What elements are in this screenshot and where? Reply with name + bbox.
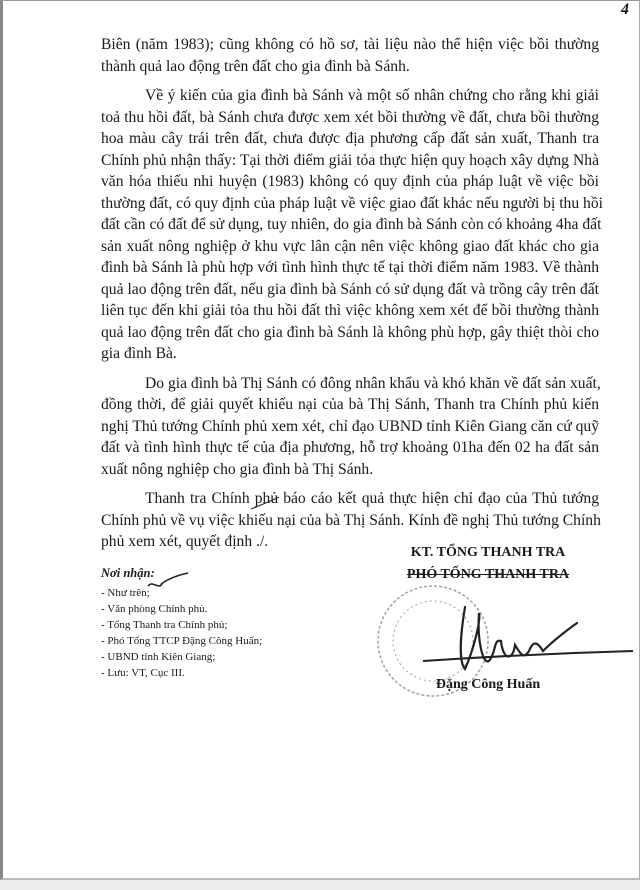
text-line: xuất nông nghiệp cho gia đình bà Thị Sánh. — [101, 460, 374, 478]
recipient-item: - Như trên; — [101, 587, 150, 599]
signer-name: Đặng Công Huấn — [435, 677, 541, 692]
text-line: nghị Thủ tướng Chính phủ xem xét, chỉ đạo UBND tỉnh Kiên Giang căn cứ quỹ — [101, 417, 599, 435]
text-line: đất và tình hình thực tế của địa phương, hỗ trợ khoảng 01ha đến 02 ha đất sản — [101, 439, 599, 456]
text-line: Về ý kiến của gia đình bà Sánh và một số nhân chứng cho rằng khi giải — [145, 87, 599, 104]
text-line: phủ xem xét, quyết định ./. — [101, 533, 269, 550]
text-line: thường đất, có quy định của pháp luật về việc giao đất khác nếu người bị thu hồi — [101, 194, 603, 212]
recipients-title: Nơi nhận: — [101, 566, 155, 580]
text-line: văn hóa thiếu nhi huyện (1983) không có quy định của pháp luật về việc bồi — [101, 173, 599, 190]
text-line: quả lao động trên đất cho gia đình bà Sánh là không phù hợp, gây thiệt thòi cho — [101, 323, 599, 341]
text-line: Do gia đình bà Thị Sánh có đông nhân khẩu và khó khăn về đất sản xuất, — [145, 374, 601, 392]
recipient-item: - Tổng Thanh tra Chính phủ; — [101, 619, 228, 631]
closing-mark — [251, 497, 279, 509]
recipient-item: - UBND tỉnh Kiên Giang; — [101, 651, 216, 663]
signer-title-1: KT. TỔNG THANH TRA — [410, 545, 566, 560]
text-line: quả lao động trên đất, nếu gia đình bà Sánh có sử dụng đất và trồng cây trên đất — [101, 280, 599, 298]
recipient-item: - Văn phòng Chính phủ. — [101, 603, 208, 615]
text-line: Thanh tra Chính phủ báo cáo kết quả thực hiện chỉ đạo của Thủ tướng — [145, 490, 599, 507]
text-line: thành quả lao động trên đất cho gia đình bà Sánh. — [101, 57, 410, 75]
handwritten-signature — [461, 607, 577, 669]
text-line: đồng thời, để giải quyết khiếu nại của bà Thị Sánh, Thanh tra Chính phủ kiến — [101, 396, 599, 413]
text-line: hoa màu cây trái trên đất, chưa được địa phương cấp đất sản xuất, Thanh tra — [101, 130, 599, 147]
text-line: Biên (năm 1983); cũng không có hồ sơ, tài liệu nào thể hiện việc bồi thường — [101, 36, 599, 53]
text-line: Chính phủ nhận thấy: Tại thời điểm giải tỏa thực hiện quy hoạch xây dựng Nhà — [101, 151, 599, 169]
recipient-item: - Phó Tổng TTCP Đặng Công Huấn; — [101, 635, 263, 647]
initials-mark — [148, 573, 188, 586]
text-line: toả thu hồi đất, bà Sánh chưa được xem xét bồi thường về đất, chưa bồi thường — [101, 108, 599, 126]
text-line: đất cần có đất để sử dụng, tuy nhiên, do gia đình bà Sánh còn có khoảng 4ha đất — [101, 216, 602, 233]
signer-title-2: PHÓ TỔNG THANH TRA — [406, 567, 570, 582]
text-line: gia đình Bà. — [101, 345, 177, 362]
page-number: 4 — [621, 1, 629, 18]
stamp-and-signature — [3, 1, 639, 878]
signature-block — [373, 542, 603, 586]
text-line: Chính phủ về vụ việc khiếu nại của bà Thị Sánh. Kính đề nghị Thủ tướng Chính — [101, 511, 601, 529]
text-line: liên tục đến khi giải tỏa thu hồi đất thì việc không xem xét để bồi thường thành — [101, 302, 599, 319]
recipient-item: - Lưu: VT, Cục III. — [101, 667, 185, 679]
text-line: sản xuất nông nghiệp ở khu vực lân cận nên việc không giao đất khác cho gia — [101, 237, 599, 255]
text-line: đình bà Sánh là phù hợp với tình hình thực tế tại thời điểm năm 1983. Về thành — [101, 259, 599, 276]
